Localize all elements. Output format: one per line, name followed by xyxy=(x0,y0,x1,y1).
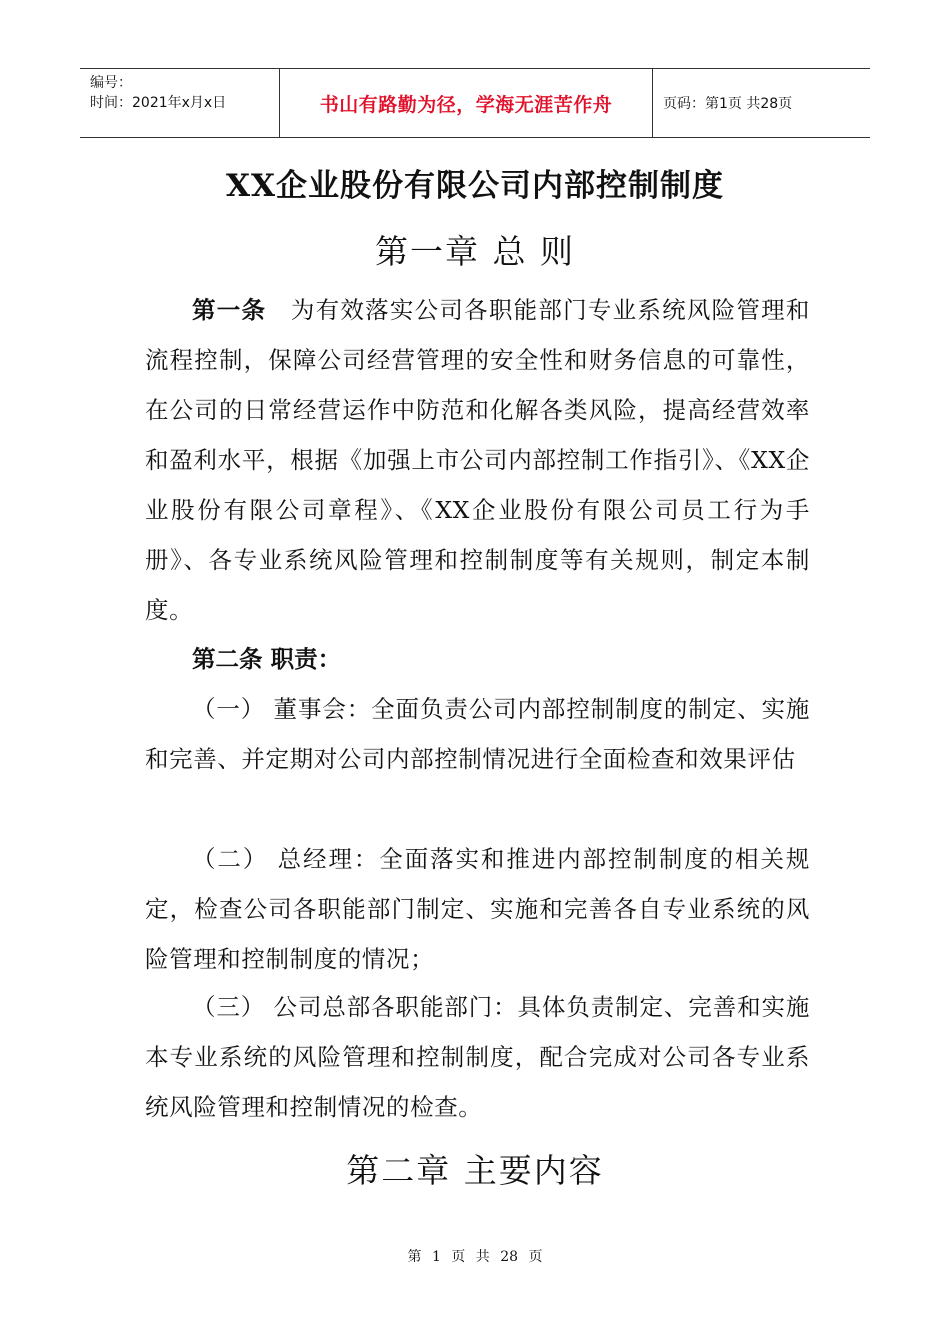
document-title: XX企业股份有限公司内部控制制度 xyxy=(225,168,725,204)
header-time: 时间：2021年x月x日 xyxy=(90,95,227,111)
page-header xyxy=(80,68,870,138)
article-1 xyxy=(145,285,810,635)
article-1-text: 为有效落实公司各职能部门专业系统风险管理和流程控制，保障公司经营管理的安全性和财务信息的可靠性，在公司的日常经营运作中防范和化解各类风险，提高经营效率和盈利水平，根据《加强上市公司内部控制工作指引》、《XX企业股份有限公司章程》、《XX企业股份有限公司员工行为手册》、各专业系统风险管理和控制制度等有关规则，制定本制度。 xyxy=(145,296,810,624)
duty-1-text: （一） 董事会：全面负责公司内部控制制度的制定、实施和完善、并定期对公司内部控制情况进行全面检查和效果评估 xyxy=(145,695,810,773)
page-footer: 第 1 页 共 28 页 xyxy=(407,1249,543,1265)
duty-3 xyxy=(145,982,810,1132)
article-1-label: 第一条 xyxy=(192,296,267,324)
header-meta xyxy=(80,69,280,137)
duty-3-text: （三） 公司总部各职能部门：具体负责制定、完善和实施本专业系统的风险管理和控制制度，配合完成对公司各专业系统风险管理和控制情况的检查。 xyxy=(145,993,810,1121)
duty-2-text: （二） 总经理：全面落实和推进内部控制制度的相关规定，检查公司各职能部门制定、实施和完善各自专业系统的风险管理和控制制度的情况； xyxy=(145,845,810,973)
duty-2 xyxy=(145,834,810,984)
header-number-label: 编号： xyxy=(90,75,132,91)
article-2-heading: 第二条 职责： xyxy=(192,645,342,673)
duty-1 xyxy=(145,684,810,784)
chapter-1-title: 第一章 总 则 xyxy=(375,232,575,271)
header-page-info: 页码：第1页 共28页 xyxy=(663,96,793,112)
chapter-2-title: 第二章 主要内容 xyxy=(346,1151,604,1190)
header-motto: 书山有路勤为径，学海无涯苦作舟 xyxy=(280,69,653,137)
